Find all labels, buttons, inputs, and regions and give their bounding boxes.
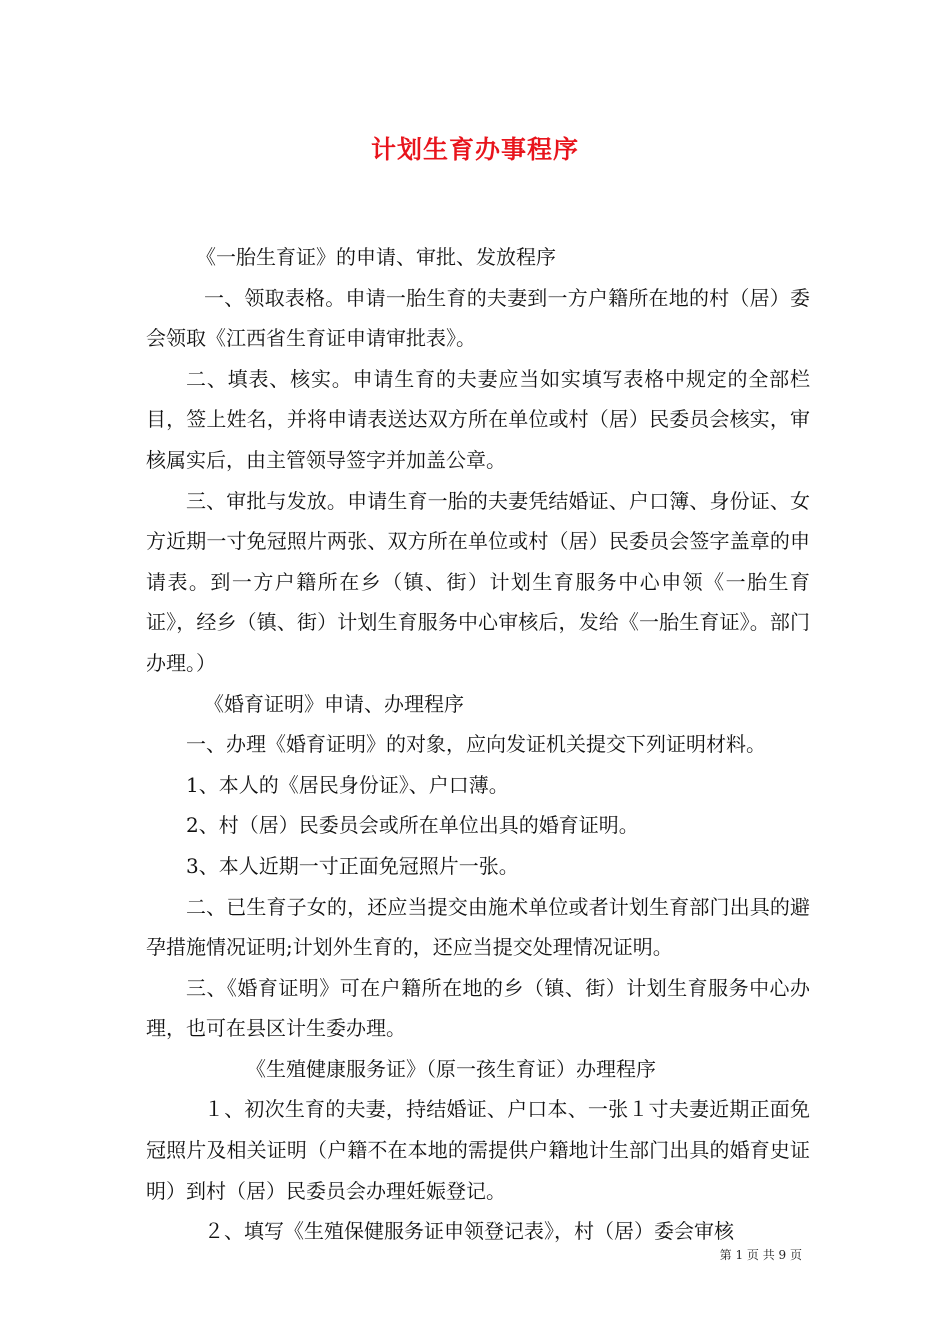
- list-item: 3、本人近期一寸正面免冠照片一张。: [186, 853, 519, 878]
- paragraph: １、初次生育的夫妻，持结婚证、户口本、一张１寸夫妻近期正面免冠照片及相关证明（户籍不在本地的需提供户籍地计生部门出具的婚育史证明）到村（居）民委员会办理妊娠登记。: [146, 1097, 810, 1203]
- paragraph: 二、填表、核实。申请生育的夫妻应当如实填写表格中规定的全部栏目，签上姓名，并将申请表送达双方所在单位或村（居）民委员会核实，审核属实后，由主管领导签字并加盖公章。: [146, 366, 810, 472]
- paragraph: 三、《婚育证明》可在户籍所在地的乡（镇、街）计划生育服务中心办理，也可在县区计生委办理。: [146, 975, 810, 1041]
- section-heading-birth-permit: 《一胎生育证》的申请、审批、发放程序: [196, 245, 556, 269]
- paragraph: 二、已生育子女的，还应当提交由施术单位或者计划生育部门出具的避孕措施情况证明;计划外生育的，还应当提交处理情况证明。: [146, 894, 810, 960]
- list-item: 1、本人的《居民身份证》、户口薄。: [186, 772, 509, 797]
- document-title: 计划生育办事程序: [370, 135, 579, 164]
- page-number: 第 1 页 共 9 页: [719, 1248, 802, 1262]
- paragraph: 一、领取表格。申请一胎生育的夫妻到一方户籍所在地的村（居）委会领取《江西省生育证申请审批表》。: [146, 285, 810, 351]
- paragraph: 一、办理《婚育证明》的对象，应向发证机关提交下列证明材料。: [186, 732, 766, 757]
- document-body: [146, 237, 810, 1252]
- list-item: 2、村（居）民委员会或所在单位出具的婚育证明。: [186, 813, 639, 838]
- section-heading-reproductive-health: 《生殖健康服务证》（原一孩生育证）办理程序: [246, 1056, 656, 1081]
- paragraph: ２、填写《生殖保健服务证申领登记表》，村（居）委会审核: [204, 1219, 734, 1244]
- paragraph: 三、审批与发放。申请生育一胎的夫妻凭结婚证、户口簿、身份证、女方近期一寸免冠照片两张、双方所在单位或村（居）民委员会签字盖章的申请表。到一方户籍所在乡（镇、街）计划生育服务中心申领《一胎生育证》，经乡（镇、街）计划生育服务中心审核后，发给《一胎生育证》。部门办理。）: [146, 488, 810, 675]
- section-heading-marriage-certificate: 《婚育证明》申请、办理程序: [204, 691, 464, 716]
